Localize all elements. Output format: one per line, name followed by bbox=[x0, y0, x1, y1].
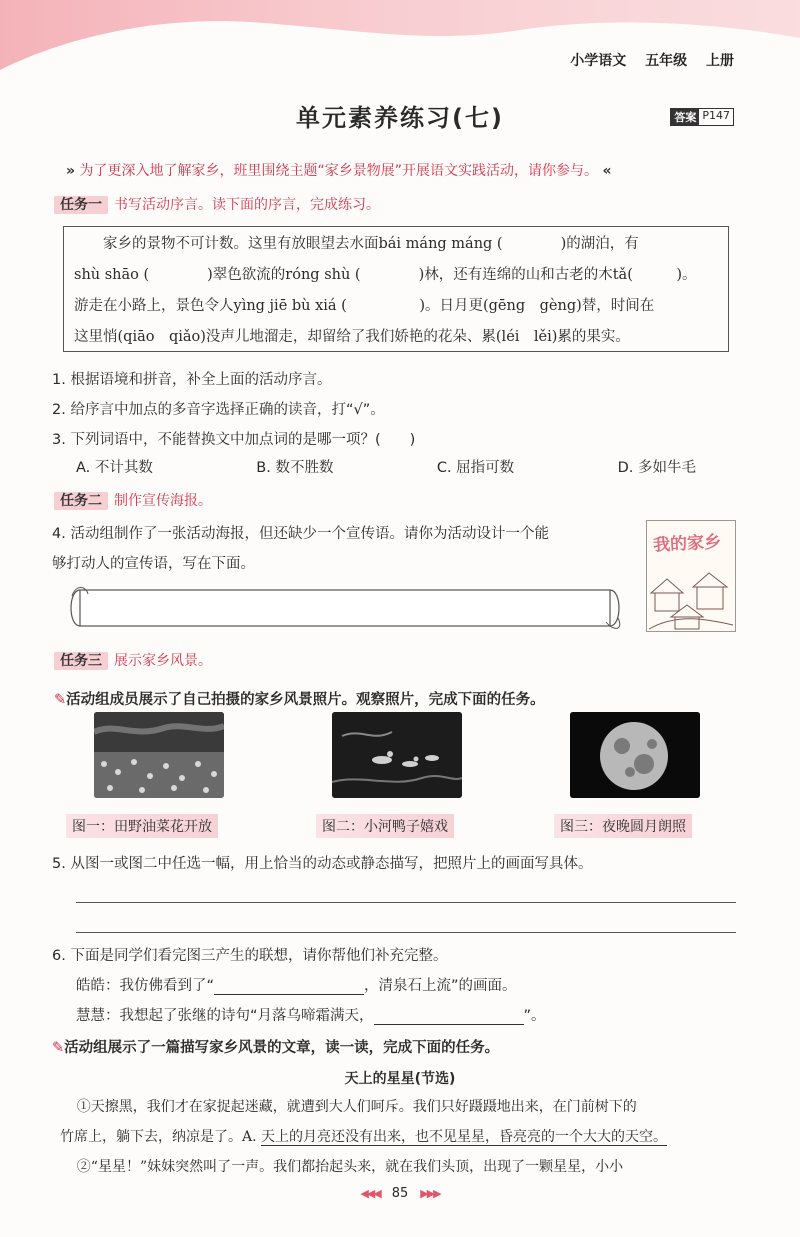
question-5: 5. 从图一或图二中任选一幅，用上恰当的动态或静态描写，把照片上的画面写具体。 bbox=[52, 856, 593, 872]
volume-label: 上册 bbox=[706, 53, 734, 69]
double-chevron-right-icon: » bbox=[66, 163, 76, 179]
task-two-text: 制作宣传海报。 bbox=[114, 493, 212, 509]
question-4-line1: 4. 活动组制作了一张活动海报，但还缺少一个宣传语。请你为活动设计一个能 bbox=[52, 526, 549, 542]
subject-label: 小学语文 bbox=[570, 53, 627, 69]
photo-rapeseed-field bbox=[94, 712, 224, 798]
answer-page: P147 bbox=[702, 109, 730, 122]
double-chevron-left-icon: « bbox=[602, 163, 612, 179]
preface-line: 家乡的景物不可计数。这里有放眼望去水面bái máng máng ( )的湖泊，有 bbox=[103, 236, 639, 252]
question-2: 2. 给序言中加点的多音字选择正确的读音，打“√”。 bbox=[52, 402, 385, 418]
photo-full-moon bbox=[570, 712, 700, 798]
answer-reference[interactable] bbox=[670, 108, 734, 126]
triple-arrow-right-icon: ▶▶▶ bbox=[420, 1187, 440, 1200]
task-one-label: 任务一 bbox=[54, 196, 108, 214]
task-one-text: 书写活动序言。读下面的序言，完成练习。 bbox=[114, 197, 380, 213]
option-b[interactable]: B. 数不胜数 bbox=[256, 460, 334, 476]
page-title: 单元素养练习(七) bbox=[296, 104, 504, 132]
intro-text: » 为了更深入地了解家乡，班里围绕主题“家乡景物展”开展语文实践活动，请你参与。 « bbox=[66, 163, 612, 179]
task-two-label: 任务二 bbox=[54, 492, 108, 510]
preface-line: 游走在小路上，景色令人yìng jiē bù xiá ( )。日月更(gēng gèng)替，时间在 bbox=[74, 298, 655, 314]
task-three-label: 任务三 bbox=[54, 652, 108, 670]
answer-blank[interactable] bbox=[214, 978, 364, 995]
photo-ducks-river bbox=[332, 712, 462, 798]
question-6-haohao: 皓皓：我仿佛看到了“ ，清泉石上流”的画面。 bbox=[76, 978, 517, 994]
pencil-icon: ✎ bbox=[52, 1040, 65, 1056]
question-1: 1. 根据语境和拼音，补全上面的活动序言。 bbox=[52, 372, 332, 388]
caption-photo-3: 图三：夜晚圆月朗照 bbox=[554, 814, 692, 838]
article-body bbox=[60, 1092, 740, 1182]
task-three-text: 展示家乡风景。 bbox=[114, 653, 212, 669]
question-6: 6. 下面是同学们看完图三产生的联想，请你帮他们补充完整。 bbox=[52, 948, 448, 964]
village-sketch bbox=[647, 521, 735, 631]
answer-line[interactable] bbox=[76, 932, 736, 933]
article-line: ②“星星！”妹妹突然叫了一声。我们都抬起头来，就在我们头顶，出现了一颗星星，小小 bbox=[76, 1159, 624, 1175]
pencil-icon: ✎ bbox=[54, 692, 67, 708]
page-header bbox=[556, 50, 734, 70]
caption-photo-1: 图一：田野油菜花开放 bbox=[66, 814, 218, 838]
article-intro: ✎活动组展示了一篇描写家乡风景的文章，读一读，完成下面的任务。 bbox=[52, 1040, 500, 1056]
task-three-intro: ✎活动组成员展示了自己拍摄的家乡风景照片。观察照片，完成下面的任务。 bbox=[54, 692, 545, 708]
question-3-options bbox=[76, 456, 696, 477]
underlined-sentence-a: 天上的月亮还没有出来，也不见星星，昏亮亮的一个大大的天空。 bbox=[261, 1129, 668, 1145]
caption-photo-2: 图二：小河鸭子嬉戏 bbox=[316, 814, 454, 838]
answer-line[interactable] bbox=[76, 902, 736, 903]
option-a[interactable]: A. 不计其数 bbox=[76, 460, 153, 476]
task-two-heading bbox=[54, 490, 212, 510]
question-6-huihui: 慧慧：我想起了张继的诗句“月落乌啼霜满天， ”。 bbox=[76, 1008, 546, 1024]
option-d[interactable]: D. 多如牛毛 bbox=[617, 460, 696, 476]
article-line: ①天擦黑，我们才在家捉起迷藏，就遭到大人们呵斥。我们只好蹑蹑地出来，在门前树下的 bbox=[76, 1099, 637, 1115]
slogan-scroll-area[interactable] bbox=[66, 582, 626, 634]
preface-line: shù shāo ( )翠色欲流的róng shù ( )林，还有连绵的山和古老的木tǎ( )。 bbox=[74, 267, 697, 283]
task-three-heading bbox=[54, 650, 212, 670]
poster-image bbox=[646, 520, 736, 632]
option-c[interactable]: C. 屈指可数 bbox=[436, 460, 515, 476]
article-title: 天上的星星(节选) bbox=[344, 1071, 456, 1087]
answer-blank[interactable] bbox=[374, 1008, 524, 1025]
task-one-heading bbox=[54, 194, 380, 214]
article-line: 竹席上，躺下去，纳凉是了。A. 天上的月亮还没有出来，也不见星星，昏亮亮的一个大大的天空。 bbox=[60, 1129, 668, 1145]
page-number: ◀◀◀ 85 ▶▶▶ bbox=[360, 1186, 440, 1201]
triple-arrow-left-icon: ◀◀◀ bbox=[360, 1187, 380, 1200]
grade-label: 五年级 bbox=[645, 53, 688, 69]
preface-box bbox=[63, 226, 729, 352]
poster-title: 我的家乡 bbox=[652, 532, 722, 556]
preface-line: 这里悄(qiāo qiǎo)没声儿地溜走，却留给了我们娇艳的花朵、累(léi lěi)累的果实。 bbox=[74, 329, 630, 345]
answer-label: 答案 bbox=[671, 109, 699, 125]
question-3: 3. 下列词语中，不能替换文中加点词的是哪一项？( ) bbox=[52, 432, 416, 448]
question-4-line2: 够打动人的宣传语，写在下面。 bbox=[52, 556, 255, 572]
